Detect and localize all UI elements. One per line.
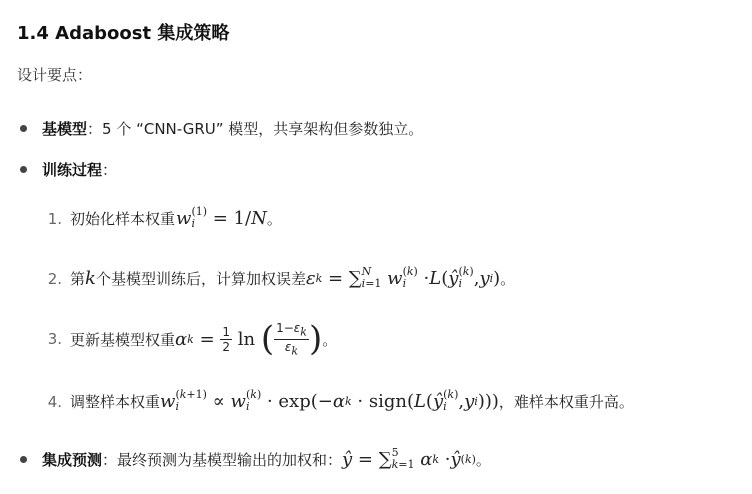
intro-text: 设计要点： (17, 66, 93, 84)
end-mark: 。 (500, 269, 516, 288)
formula-sample-update: w (k+1) i ∝ w (k) i · exp(− α k · sign( L ( ŷ (k) i , y i ))) (160, 387, 499, 413)
end-mark: 。 (322, 330, 338, 349)
step-1 (70, 198, 282, 238)
formula-ensemble: ŷ = ∑ 5 k=1 α k · ŷ (k) 。 (342, 445, 491, 471)
end-mark: 。 (266, 209, 282, 228)
formula-model-weight: α k = $\frac{1}{2}$ ln ( $\frac{1-\varepsilon_k}{\varepsilon_k}$ ) 。 (175, 319, 338, 359)
bullet-dot (20, 166, 27, 173)
bullet-label: 集成预测 (42, 450, 103, 469)
bullet-label: 训练过程 (42, 161, 103, 179)
end-mark: 。 (475, 450, 491, 469)
section-heading: 1.4 Adaboost 集成策略 (17, 23, 230, 44)
bullet-ensemble (42, 440, 491, 478)
step-number: 4. (47, 393, 62, 411)
formula-weighted-error: ε k = ∑ N i=1 w (k) i · L ( ŷ (k) i , y i ) 。 (305, 264, 516, 290)
step-text: 个基模型训练后，计算加权误差 (95, 269, 306, 288)
step-text: 更新基模型权重 (70, 330, 176, 349)
bullet-base-model (42, 118, 423, 139)
step-number: 2. (47, 270, 62, 288)
formula-init-weight: w (1) i = 1/ N 。 (176, 204, 282, 230)
step-number: 3. (47, 330, 62, 348)
step-4 (70, 380, 634, 422)
step-number: 1. (47, 210, 62, 228)
bullet-dot (20, 456, 27, 463)
step-3 (70, 315, 337, 363)
step-tail: ，难样本权重升高。 (498, 392, 634, 411)
bullet-training (42, 159, 117, 180)
bullet-text: ： (102, 161, 118, 179)
bullet-dot (20, 125, 27, 132)
step-text: 第 (70, 269, 86, 288)
bullet-label: 基模型 (42, 120, 88, 138)
bullet-text: ：5 个 “CNN-GRU” 模型，共享架构但参数独立。 (87, 120, 424, 138)
step-text: 初始化样本权重 (70, 209, 176, 228)
step-text: 调整样本权重 (70, 392, 161, 411)
bullet-text: ：最终预测为基模型输出的加权和： (102, 450, 343, 469)
step-2: 第 k 个基模型训练后，计算加权误差 ε k = ∑ N i=1 w (k) i · L ( ŷ (k) i , y i ) 。 (70, 264, 516, 290)
